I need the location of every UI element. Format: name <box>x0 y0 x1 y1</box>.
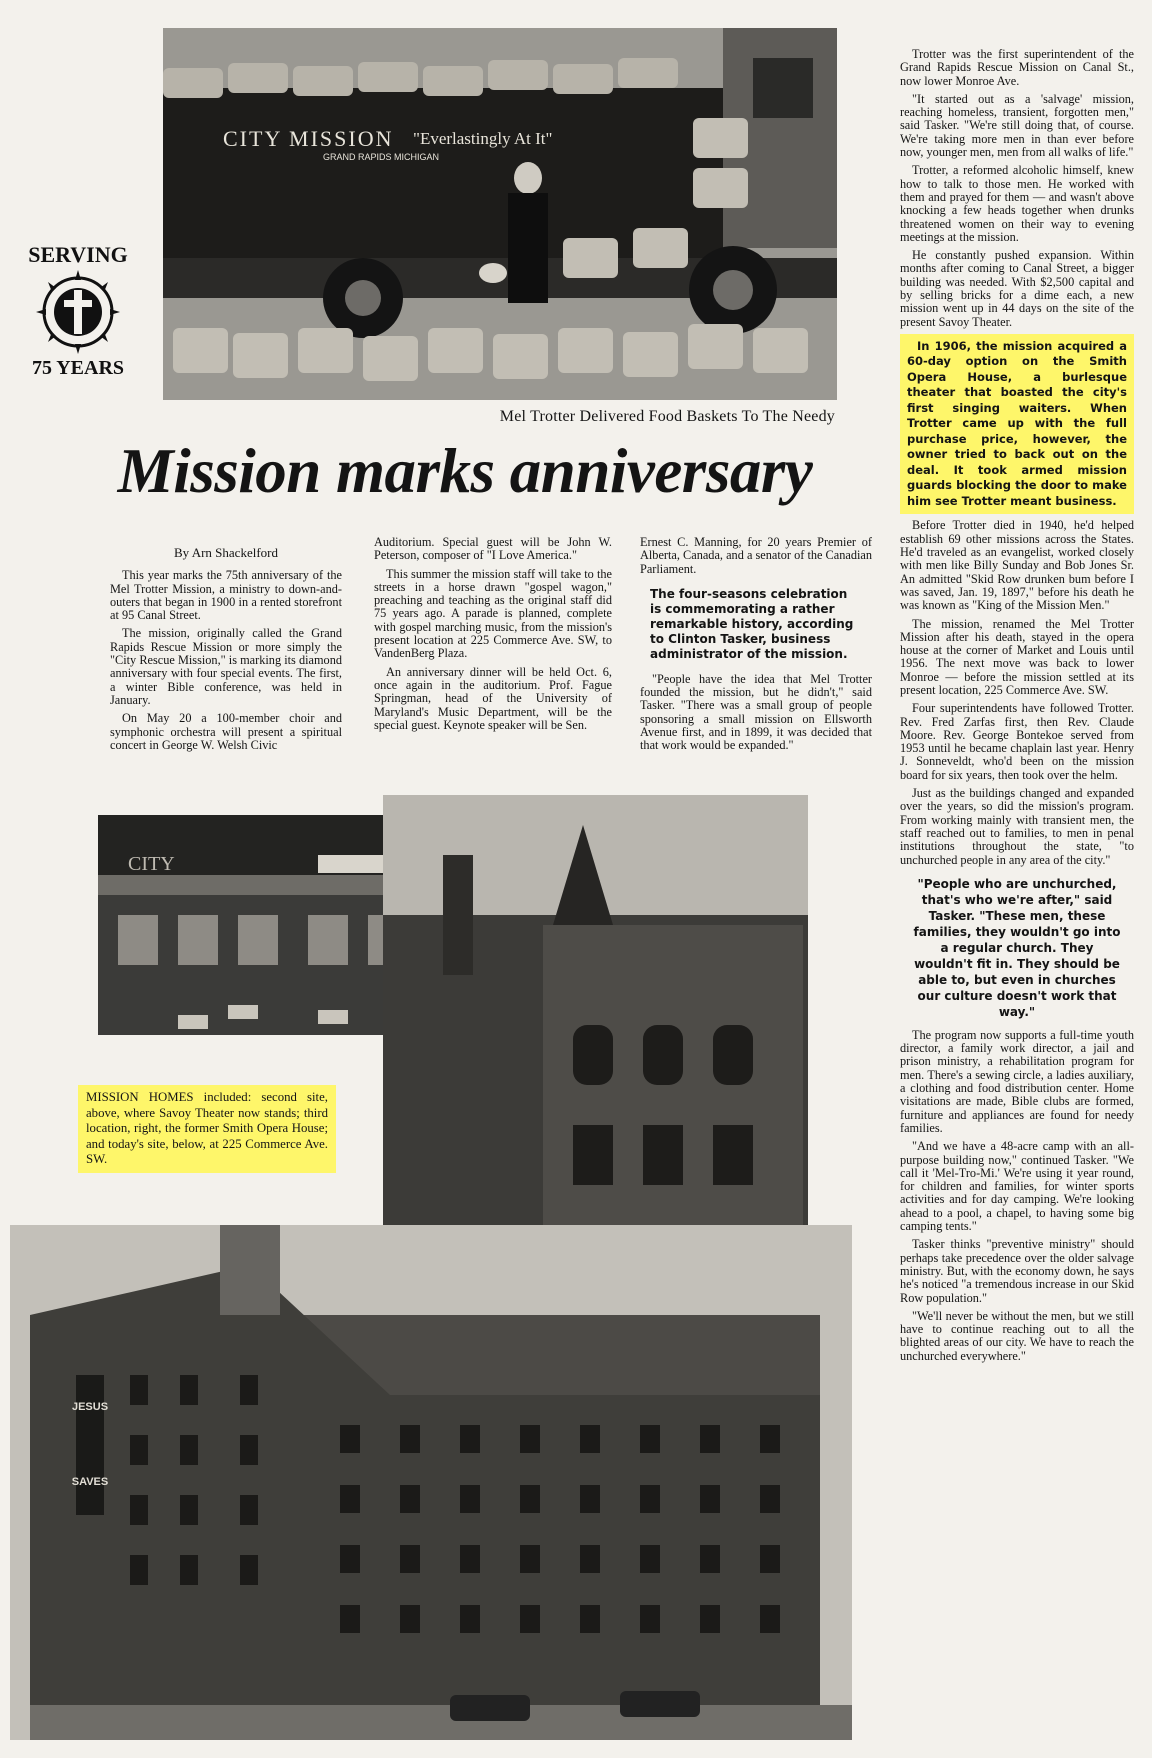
col2-paragraph: This summer the mission staff will take to the streets in a horse drawn "gospel wagon," preaching and teaching as the original staff did 75 years ago. A parade is planned, complete with gospel marching music, from the mission's present location at 225 Commerce Ave. SW, to VandenBerg Plaza. <box>374 566 612 661</box>
truck-sign-grand-rapids: GRAND RAPIDS MICHIGAN <box>323 152 440 162</box>
building-sign-jesus: JESUS <box>71 1401 109 1413</box>
logo-top-text: SERVING <box>28 242 128 267</box>
col4-paragraph: Before Trotter died in 1940, he'd helped establish 69 other missions across the States. He'd traveled as an evangelist, worked closely with men like Billy Sunday and Bob Jones Sr. An admitted "Skid Row drunken bum before I was saved, Jan. 19, 1897," before his death he was known as "King of the Mission Men." <box>900 518 1134 613</box>
byline: By Arn Shackelford <box>174 545 278 560</box>
col4-paragraph: The program now supports a full-time youth director, a family work director, a jail and prison ministry, a rehabilitation program for men. There's a sewing circle, a ladies auxiliary, a clothing and food distribution center. Home visitations are made, Bible clubs are formed, furniture and appliances are found for needy families. <box>900 1027 1134 1135</box>
col3-pull-quote: The four-seasons celebration is commemorating a rather remarkable history, according to Clinton Tasker, business administrator of the mission. <box>650 586 854 661</box>
truck-sign-city-mission: CITY MISSION <box>223 126 394 151</box>
col1-paragraph: On May 20 a 100-member choir and symphonic orchestra will present a spiritual concert in George W. Welsh Civic <box>110 711 342 752</box>
article-column-1 <box>110 542 342 757</box>
logo-bottom-text: 75 YEARS <box>31 357 125 379</box>
col4-pull-quote: "People who are unchurched, that's who we're after," said Tasker. "These men, these families, they wouldn't go into a regular church. They wouldn't fit in. They should be able to, but even in churches our culture doesn't work that way." <box>913 876 1121 1019</box>
col4-highlighted-passage: In 1906, the mission acquired a 60-day option on the Smith Opera House, a burlesque theater that boasted the city's first singing waiters. When Trotter came up with the full purchase price, however, the owner tried to back out on the deal. It took armed mission guards blocking the door to make him see Trotter meant business. <box>900 334 1134 515</box>
col1-paragraph: This year marks the 75th anniversary of the Mel Trotter Mission, a ministry to down-and-outers that began in 1900 in a rented storefront at 95 Canal Street. <box>110 568 342 623</box>
headline: Mission marks anniversary <box>117 436 813 506</box>
col2-paragraph: Auditorium. Special guest will be John W. Peterson, composer of "I Love America." <box>374 535 612 563</box>
col4-paragraph: Just as the buildings changed and expanded over the years, so did the mission's program. From working mainly with transient men, the staff reached out to families, to men in penal institutions throughout the state, "to unchurched people in any area of the city." <box>900 786 1134 867</box>
article-column-3 <box>640 536 872 758</box>
col3-paragraph: "People have the idea that Mel Trotter founded the mission, but he didn't," said Tasker. "There was a small group of people sponsoring a small mission on Ellsworth Avenue first, and in 1899, it was decided that that work would be expanded." <box>640 671 872 753</box>
savoy-sign-text: CITY <box>128 853 175 875</box>
col4-paragraph: "And we have a 48-acre camp with an all-purpose building now," continued Tasker. "We call it 'Mel-Tro-Mi.' We're using it year round, for children and families, for winter sports activities and for day camping. We're looking ahead to a pool, a chapel, to having some big camping tents." <box>900 1139 1134 1234</box>
col4-paragraph: "It started out as a 'salvage' mission, reaching homeless, transient, forgotten men," said Tasker. "We're still doing that, of course. We're taking more men in than ever before now, younger men, men from all walks of life." <box>900 91 1134 160</box>
commerce-ave-building-photo <box>10 1225 852 1740</box>
col4-paragraph: He constantly pushed expansion. Within months after coming to Canal Street, a bigger building was needed. With $2,500 capital and by selling bricks for a dime each, a new mission went up in 44 days on the site of the present Savoy Theater. <box>900 248 1134 329</box>
savoy-site-photo <box>98 815 428 1035</box>
col4-paragraph: "We'll never be without the men, but we still have to continue reaching out to all the blighted areas of our city. We have to reach the unchurched everywhere." <box>900 1308 1134 1363</box>
truck-sign-everlastingly: "Everlastingly At It" <box>413 129 553 148</box>
article-column-2 <box>374 536 612 737</box>
col4-paragraph: Trotter was the first superintendent of the Grand Rapids Rescue Mission on Canal St., now lower Monroe Ave. <box>900 47 1134 88</box>
article-column-4 <box>900 48 1134 1368</box>
col2-paragraph: An anniversary dinner will be held Oct. 6, once again in the auditorium. Prof. Fague Springman, head of the University of Maryland's Music Department, will be the special guest. Keynote speaker will be Sen. <box>374 664 612 732</box>
col4-paragraph: Tasker thinks "preventive ministry" should perhaps take precedence over the older salvage ministry. But, with the economy down, he says he's noticed "a tremendous increase in our Skid Row population." <box>900 1237 1134 1305</box>
col1-paragraph: The mission, originally called the Grand Rapids Rescue Mission or more simply the "City Rescue Mission," is marking its diamond anniversary with four special events. The first, a winter Bible conference, was held in January. <box>110 626 342 707</box>
col3-paragraph: Ernest C. Manning, for 20 years Premier of Alberta, Canada, and a senator of the Canadian Parliament. <box>640 535 872 576</box>
col4-paragraph: Trotter, a reformed alcoholic himself, knew how to talk to those men. He worked with them and prayed for them — and wasn't above knocking a few heads together when drunks threatened women on their way to evening meetings at the mission. <box>900 163 1134 244</box>
col4-paragraph: The mission, renamed the Mel Trotter Mission after his death, stayed in the opera house at the corner of Market and Louis until 1956. The next move was back to lower Monroe — before the mission settled at its present location, 225 Commerce Ave. SW. <box>900 616 1134 697</box>
mission-homes-caption <box>78 1085 336 1173</box>
truck-photo-caption: Mel Trotter Delivered Food Baskets To The Needy <box>499 408 835 425</box>
col4-paragraph: Four superintendents have followed Trotter. Rev. Fred Zarfas first, then Rev. Claude Moore. Rev. George Bontekoe served from 1953 until he became chaplain last year. Henry J. Sonneveldt, who'd been on the mission board for six years, then took over the helm. <box>900 701 1134 782</box>
mission-homes-caption-text: MISSION HOMES included: second site, above, where Savoy Theater now stands; third location, right, the former Smith Opera House; and today's site, below, at 225 Commerce Ave. SW. <box>86 1090 328 1166</box>
building-sign-saves: SAVES <box>71 1476 109 1488</box>
serving-75-years-logo <box>18 240 138 380</box>
truck-photo <box>163 28 837 400</box>
